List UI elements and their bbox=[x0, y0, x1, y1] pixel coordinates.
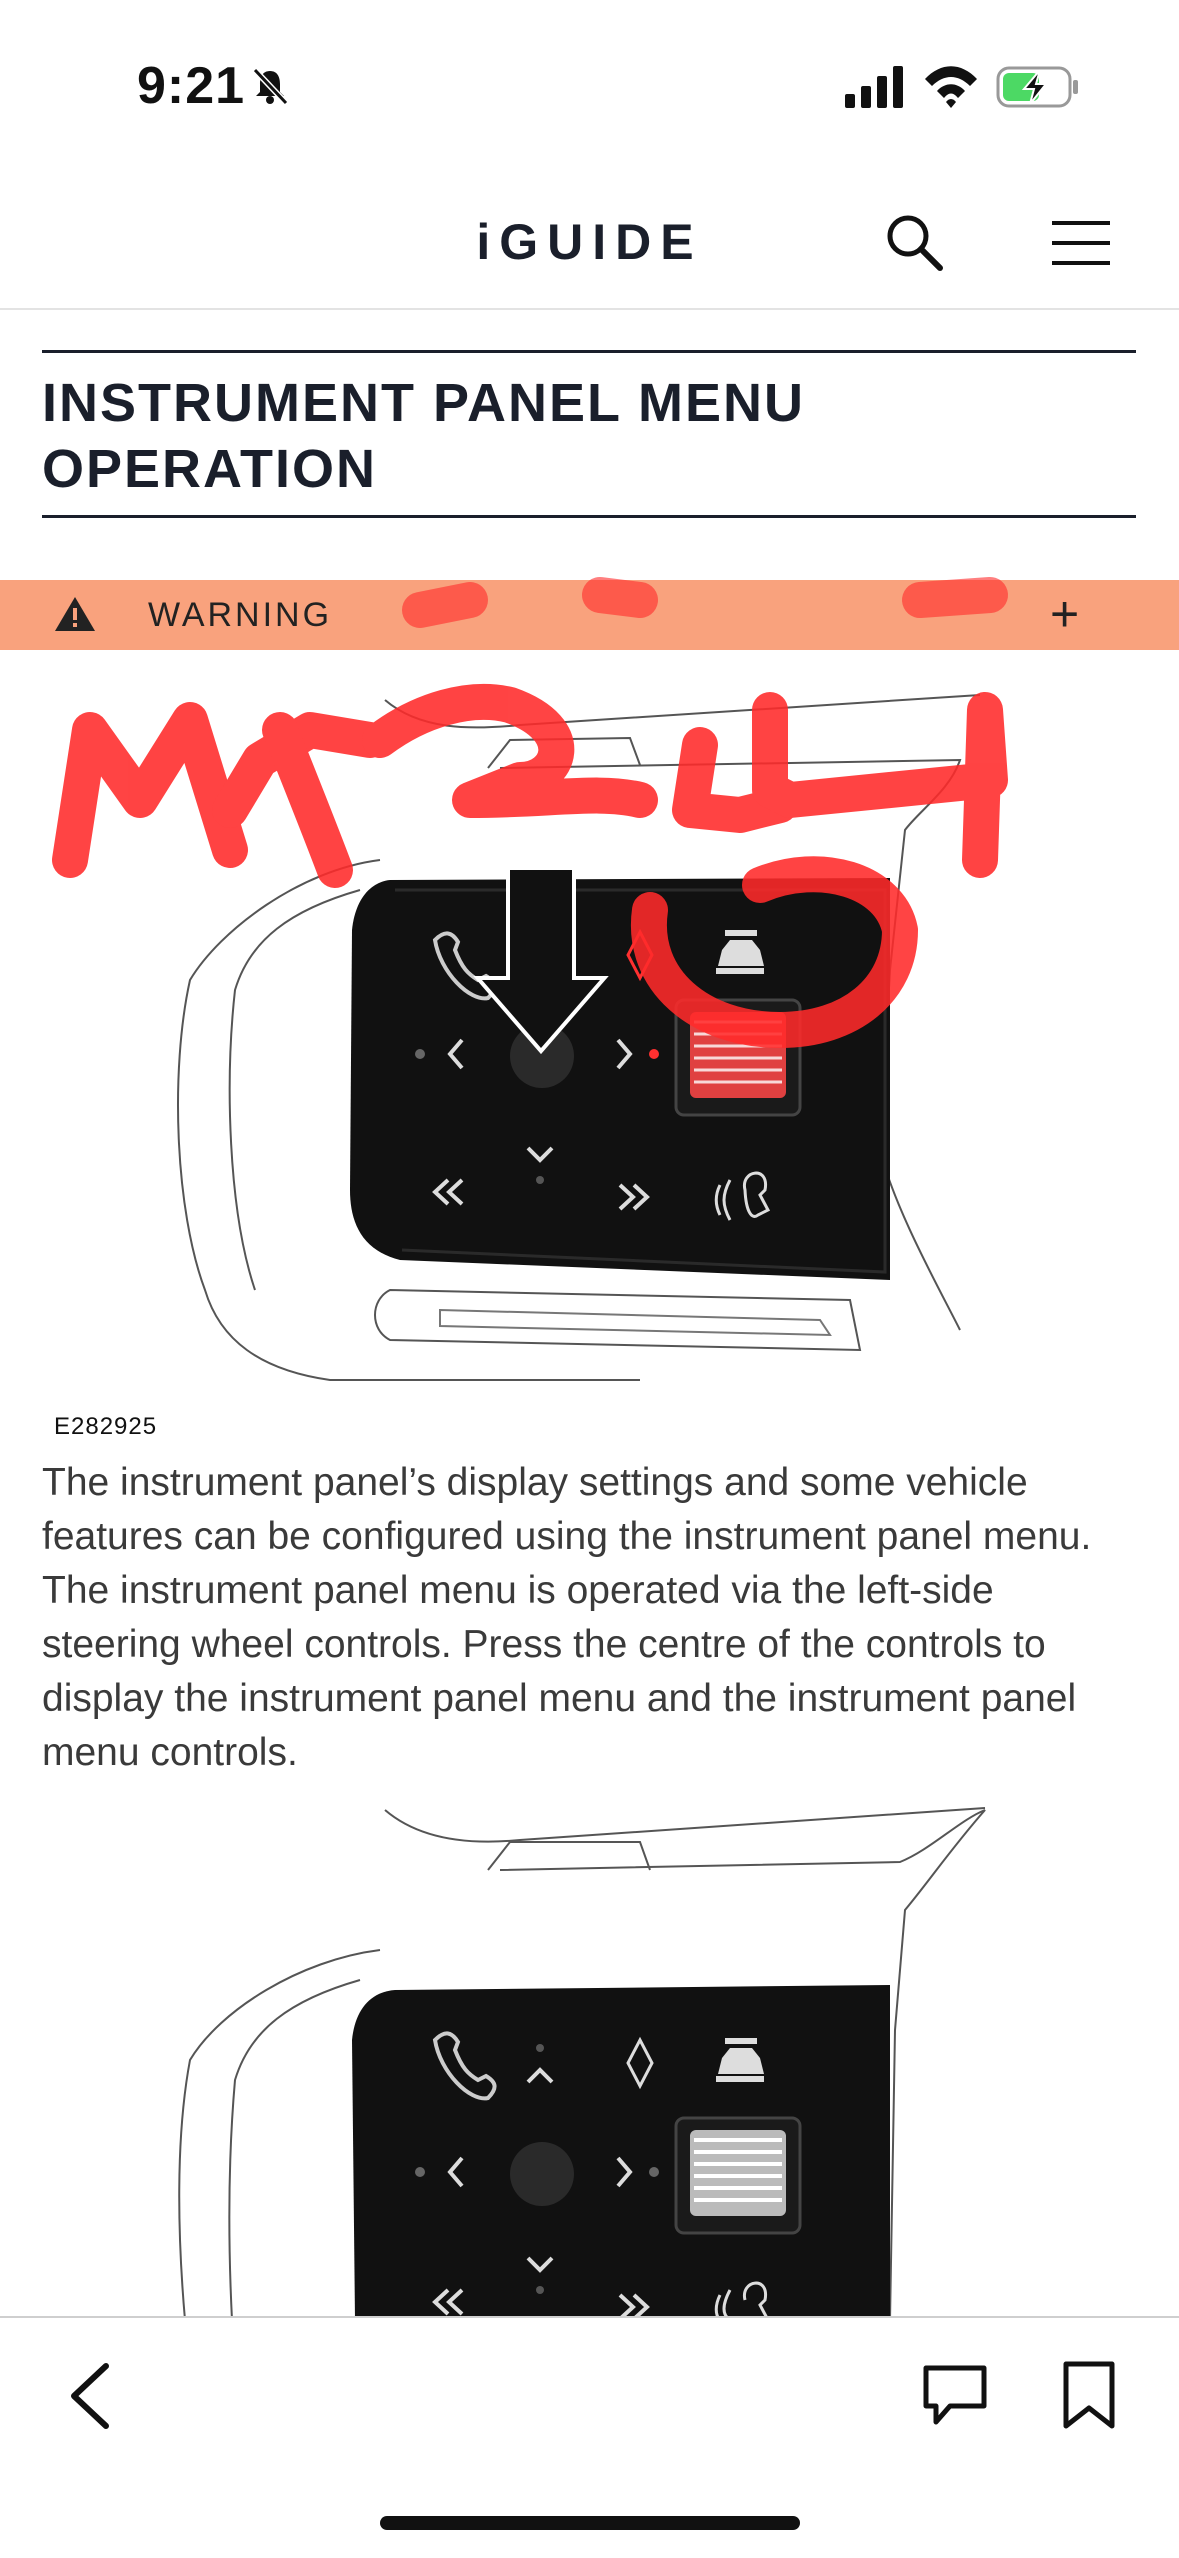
status-bar bbox=[0, 0, 1179, 175]
hamburger-menu-icon[interactable] bbox=[1048, 215, 1114, 271]
plus-icon[interactable]: + bbox=[1050, 586, 1080, 642]
steering-wheel-controls-figure-2 bbox=[0, 1790, 1179, 2320]
body-paragraph: The instrument panel’s display settings and some vehicle features can be configured using the instrument panel menu. The instrument panel menu is operated via the left-side steering wheel controls. Press the centre of the controls to display the instrument panel menu and the instrument panel menu controls. bbox=[42, 1461, 1092, 1774]
app-header bbox=[0, 175, 1179, 310]
app-title: iGUIDE bbox=[476, 214, 703, 270]
cellular-signal-icon bbox=[845, 66, 907, 108]
steering-wheel-controls-figure bbox=[0, 650, 1179, 1450]
battery-charging-icon bbox=[996, 66, 1080, 108]
search-icon[interactable] bbox=[880, 208, 948, 276]
warning-triangle-icon bbox=[54, 595, 96, 633]
comment-icon[interactable] bbox=[920, 2362, 990, 2428]
home-indicator[interactable] bbox=[380, 2516, 800, 2530]
bookmark-icon[interactable] bbox=[1060, 2360, 1118, 2430]
bell-slash-icon bbox=[250, 66, 290, 106]
figure-code: E282925 bbox=[54, 1413, 158, 1440]
title-rule-top bbox=[42, 350, 1136, 353]
page-title: INSTRUMENT PANEL MENU OPERATION bbox=[42, 373, 806, 499]
warning-label: WARNING bbox=[148, 596, 333, 634]
status-time: 9:21 bbox=[137, 57, 246, 115]
chevron-left-icon[interactable] bbox=[62, 2360, 118, 2432]
warning-toggle[interactable] bbox=[0, 580, 1179, 650]
title-rule-bottom bbox=[42, 515, 1136, 518]
wifi-icon bbox=[923, 64, 979, 108]
